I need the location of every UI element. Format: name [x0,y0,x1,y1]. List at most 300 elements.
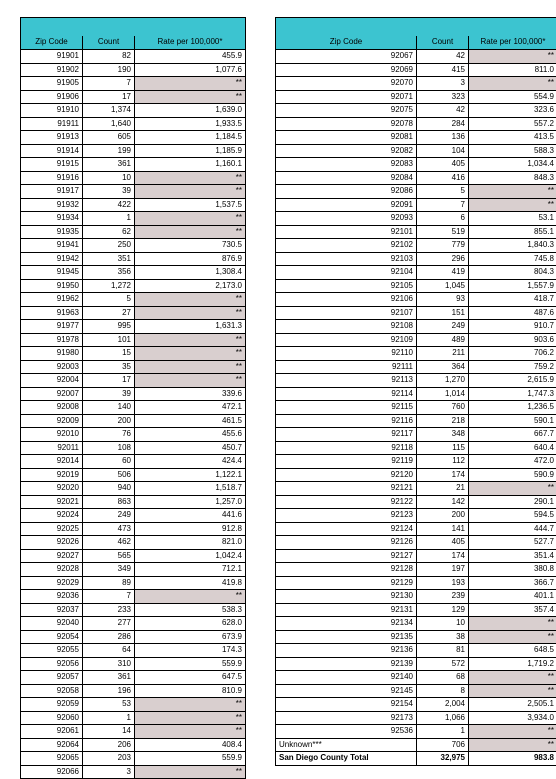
zip-code-cell: 92060 [21,711,83,725]
zip-code-cell: 92131 [276,603,417,617]
zip-code-cell: 92058 [21,684,83,698]
unknown-row [276,738,556,752]
count-cell: 7 [417,198,469,212]
table-row [276,279,556,293]
rate-cell: 441.6 [135,509,246,523]
count-cell: 519 [417,225,469,239]
table-row [276,414,556,428]
rate-cell: 730.5 [135,239,246,253]
zip-code-cell: 91914 [21,144,83,158]
count-cell: 32,975 [417,752,469,766]
zip-code-cell: 92105 [276,279,417,293]
count-cell: 1,640 [83,117,135,131]
rate-cell: 848.3 [469,171,556,185]
zip-code-cell: 92008 [21,401,83,415]
rate-cell: 380.8 [469,563,556,577]
rate-cell: 408.4 [135,738,246,752]
rate-header: Rate per 100,000* [135,36,246,50]
table-row [276,306,556,320]
zip-code-cell: 91932 [21,198,83,212]
count-cell: 416 [417,171,469,185]
count-cell: 7 [83,77,135,91]
zip-code-cell: 92111 [276,360,417,374]
rate-cell: ** [469,725,556,739]
rate-cell: 983.8 [469,752,556,766]
zip-code-cell: 92027 [21,549,83,563]
table-row [21,455,246,469]
rate-cell: 401.1 [469,590,556,604]
rate-cell: ** [469,198,556,212]
table-row [276,50,556,64]
zip-code-cell: 92011 [21,441,83,455]
rate-cell: 1,747.3 [469,387,556,401]
zip-code-cell: 92139 [276,657,417,671]
rate-cell: 1,518.7 [135,482,246,496]
rate-cell: 648.5 [469,644,556,658]
count-cell: 62 [83,225,135,239]
table-row [21,509,246,523]
rate-cell: 557.2 [469,117,556,131]
count-cell: 142 [417,495,469,509]
zip-code-cell: 91963 [21,306,83,320]
rate-cell: 912.8 [135,522,246,536]
rate-cell: ** [469,671,556,685]
zip-code-cell: 92069 [276,63,417,77]
zip-code-cell: 91906 [21,90,83,104]
table-row [276,455,556,469]
rate-cell: 487.6 [469,306,556,320]
header-spacer-row [276,18,556,37]
zip-code-cell: 92036 [21,590,83,604]
zip-code-cell: 92116 [276,414,417,428]
rate-cell: 910.7 [469,320,556,334]
table-row [276,374,556,388]
zip-code-cell: 91980 [21,347,83,361]
rate-cell: 759.2 [469,360,556,374]
zip-code-cell: 91935 [21,225,83,239]
table-row [276,630,556,644]
rate-cell: 444.7 [469,522,556,536]
rate-cell: ** [135,347,246,361]
rate-cell: 1,236.5 [469,401,556,415]
zip-code-cell: 92130 [276,590,417,604]
table-row [276,266,556,280]
count-cell: 60 [83,455,135,469]
zip-code-cell: 92065 [21,752,83,766]
count-cell: 422 [83,198,135,212]
zip-code-cell: 92007 [21,387,83,401]
table-row [276,333,556,347]
rate-cell: 1,160.1 [135,158,246,172]
count-cell: 200 [417,509,469,523]
count-cell: 277 [83,617,135,631]
left-zip-table [20,17,246,779]
zip-code-header: Zip Code [21,36,83,50]
rate-cell: 647.5 [135,671,246,685]
count-cell: 76 [83,428,135,442]
zip-code-cell: 91934 [21,212,83,226]
count-cell: 104 [417,144,469,158]
rate-cell: ** [135,185,246,199]
rate-cell: ** [135,90,246,104]
table-row [276,131,556,145]
count-cell: 2,004 [417,698,469,712]
count-cell: 706 [417,738,469,752]
zip-code-cell: 92128 [276,563,417,577]
table-row [276,239,556,253]
rate-cell: 413.5 [469,131,556,145]
table-row [276,617,556,631]
table-row [276,522,556,536]
table-row [21,590,246,604]
table-row [276,428,556,442]
table-row [21,279,246,293]
count-cell: 1 [83,711,135,725]
zip-code-cell: 92084 [276,171,417,185]
count-cell: 203 [83,752,135,766]
rate-cell: ** [135,77,246,91]
zip-code-cell: 92102 [276,239,417,253]
table-row [276,252,556,266]
table-row [21,576,246,590]
zip-code-cell: 92115 [276,401,417,415]
rate-cell: ** [135,171,246,185]
count-cell: 15 [83,347,135,361]
rate-cell: 53.1 [469,212,556,226]
zip-code-cell: 92119 [276,455,417,469]
zip-code-cell: 92110 [276,347,417,361]
table-row [21,644,246,658]
zip-code-cell: 92173 [276,711,417,725]
count-cell: 779 [417,239,469,253]
count-cell: 233 [83,603,135,617]
zip-code-cell: 92109 [276,333,417,347]
header-row [21,36,246,50]
zip-code-cell: 92126 [276,536,417,550]
rate-cell: ** [469,617,556,631]
table-row [21,468,246,482]
table-row [21,293,246,307]
count-cell: 174 [417,549,469,563]
rate-cell: 903.6 [469,333,556,347]
rate-cell: 366.7 [469,576,556,590]
rate-cell: 811.0 [469,63,556,77]
count-cell: 1,374 [83,104,135,118]
table-row [276,549,556,563]
header-row [276,36,556,50]
table-row [276,441,556,455]
label-cell: Unknown*** [276,738,417,752]
rate-cell: 1,537.5 [135,198,246,212]
count-cell: 361 [83,671,135,685]
count-cell: 42 [417,50,469,64]
table-row [21,320,246,334]
county-total-row [276,752,556,766]
table-row [21,104,246,118]
zip-code-cell: 92103 [276,252,417,266]
table-row [21,171,246,185]
left-table-body [21,50,246,779]
table-row [276,293,556,307]
rate-cell: 2,615.9 [469,374,556,388]
count-cell: 565 [83,549,135,563]
zip-code-cell: 92037 [21,603,83,617]
table-row [276,603,556,617]
table-row [21,117,246,131]
count-cell: 35 [83,360,135,374]
count-cell: 1 [83,212,135,226]
rate-cell: 1,719.2 [469,657,556,671]
rate-cell: 673.9 [135,630,246,644]
count-cell: 140 [83,401,135,415]
rate-cell: 590.1 [469,414,556,428]
rate-cell: 419.8 [135,576,246,590]
count-cell: 250 [83,239,135,253]
table-row [21,333,246,347]
rate-cell: 590.9 [469,468,556,482]
zip-code-cell: 92003 [21,360,83,374]
table-row [276,509,556,523]
count-cell: 572 [417,657,469,671]
count-cell: 218 [417,414,469,428]
zip-code-cell: 91945 [21,266,83,280]
count-cell: 27 [83,306,135,320]
rate-cell: 472.0 [469,455,556,469]
rate-cell: 2,173.0 [135,279,246,293]
table-row [276,563,556,577]
rate-cell: 1,557.9 [469,279,556,293]
zip-code-cell: 92118 [276,441,417,455]
table-row [21,711,246,725]
rate-cell: ** [135,293,246,307]
count-cell: 190 [83,63,135,77]
zip-code-cell: 91942 [21,252,83,266]
rate-cell: ** [469,50,556,64]
count-cell: 605 [83,131,135,145]
count-cell: 3 [417,77,469,91]
table-row [21,212,246,226]
table-row [276,482,556,496]
zip-code-cell: 92067 [276,50,417,64]
count-cell: 174 [417,468,469,482]
table-row [21,698,246,712]
table-row [276,144,556,158]
count-cell: 17 [83,374,135,388]
table-row [21,50,246,64]
rate-cell: 667.7 [469,428,556,442]
table-row [21,725,246,739]
table-row [21,252,246,266]
table-row [21,401,246,415]
table-row [21,657,246,671]
rate-cell: 461.5 [135,414,246,428]
rate-cell: 745.8 [469,252,556,266]
table-row [276,198,556,212]
zip-code-cell: 92145 [276,684,417,698]
zip-code-cell: 92040 [21,617,83,631]
rate-cell: ** [135,765,246,779]
count-cell: 473 [83,522,135,536]
rate-cell: 1,042.4 [135,549,246,563]
zip-code-cell: 92106 [276,293,417,307]
zip-code-cell: 92019 [21,468,83,482]
table-row [21,765,246,779]
table-row [21,77,246,91]
zip-code-cell: 92104 [276,266,417,280]
table-row [276,576,556,590]
rate-cell: 357.4 [469,603,556,617]
table-row [21,185,246,199]
table-row [21,144,246,158]
table-row [21,239,246,253]
count-cell: 17 [83,90,135,104]
zip-code-cell: 92014 [21,455,83,469]
zip-code-cell: 92136 [276,644,417,658]
count-cell: 1,270 [417,374,469,388]
rate-cell: ** [469,77,556,91]
zip-code-cell: 92061 [21,725,83,739]
count-cell: 415 [417,63,469,77]
header-spacer-row [21,18,246,37]
count-cell: 6 [417,212,469,226]
count-cell: 53 [83,698,135,712]
zip-code-cell: 92054 [21,630,83,644]
zip-code-cell: 92101 [276,225,417,239]
table-row [276,90,556,104]
count-cell: 364 [417,360,469,374]
rate-cell: 2,505.1 [469,698,556,712]
zip-code-cell: 92108 [276,320,417,334]
count-cell: 284 [417,117,469,131]
table-row [21,306,246,320]
count-cell: 356 [83,266,135,280]
zip-code-cell: 92117 [276,428,417,442]
table-row [276,320,556,334]
zip-code-cell: 92124 [276,522,417,536]
zip-code-cell: 92066 [21,765,83,779]
count-cell: 10 [83,171,135,185]
rate-cell: 559.9 [135,657,246,671]
zip-code-cell: 91977 [21,320,83,334]
right-table-body [276,50,556,766]
zip-code-cell: 92059 [21,698,83,712]
count-header: Count [417,36,469,50]
count-cell: 82 [83,50,135,64]
table-row [276,401,556,415]
table-row [276,590,556,604]
count-cell: 5 [83,293,135,307]
count-cell: 89 [83,576,135,590]
table-row [276,657,556,671]
count-cell: 1,045 [417,279,469,293]
rate-cell: 455.6 [135,428,246,442]
zip-code-cell: 92154 [276,698,417,712]
rate-cell: ** [469,482,556,496]
count-cell: 112 [417,455,469,469]
zip-code-cell: 92127 [276,549,417,563]
rate-cell: ** [135,360,246,374]
zip-code-cell: 91911 [21,117,83,131]
zip-code-cell: 92536 [276,725,417,739]
rate-cell: 706.2 [469,347,556,361]
table-row [21,131,246,145]
table-row [276,671,556,685]
table-row [21,225,246,239]
zip-code-cell: 91962 [21,293,83,307]
table-row [276,468,556,482]
rate-cell: 1,185.9 [135,144,246,158]
count-cell: 136 [417,131,469,145]
zip-code-cell: 92070 [276,77,417,91]
table-row [21,428,246,442]
rate-cell: 527.7 [469,536,556,550]
table-row [21,198,246,212]
count-cell: 1,014 [417,387,469,401]
rate-cell: 455.9 [135,50,246,64]
zip-code-cell: 91901 [21,50,83,64]
rate-cell: 588.3 [469,144,556,158]
rate-cell: 424.4 [135,455,246,469]
zip-code-cell: 92122 [276,495,417,509]
rate-cell: ** [135,212,246,226]
count-cell: 68 [417,671,469,685]
table-row [276,698,556,712]
count-cell: 39 [83,387,135,401]
rate-cell: ** [135,698,246,712]
zip-code-cell: 92057 [21,671,83,685]
rate-cell: ** [469,630,556,644]
rate-cell: 1,034.4 [469,158,556,172]
table-row [276,158,556,172]
table-row [276,360,556,374]
zip-code-cell: 91950 [21,279,83,293]
count-cell: 239 [417,590,469,604]
zip-code-cell: 92113 [276,374,417,388]
count-cell: 14 [83,725,135,739]
table-row [21,482,246,496]
zip-code-cell: 92028 [21,563,83,577]
zip-code-cell: 92140 [276,671,417,685]
count-cell: 760 [417,401,469,415]
table-row [276,77,556,91]
zip-code-cell: 91941 [21,239,83,253]
table-row [21,495,246,509]
rate-cell: 323.6 [469,104,556,118]
zip-code-cell: 91978 [21,333,83,347]
count-cell: 348 [417,428,469,442]
table-row [21,414,246,428]
table-row [21,441,246,455]
count-cell: 101 [83,333,135,347]
rate-cell: 1,639.0 [135,104,246,118]
count-cell: 81 [417,644,469,658]
table-row [276,387,556,401]
zip-code-cell: 91910 [21,104,83,118]
table-row [21,90,246,104]
zip-code-cell: 92083 [276,158,417,172]
count-cell: 199 [83,144,135,158]
zip-code-cell: 92020 [21,482,83,496]
table-row [21,63,246,77]
rate-cell: 821.0 [135,536,246,550]
rate-cell: ** [135,725,246,739]
count-cell: 506 [83,468,135,482]
table-row [276,711,556,725]
count-cell: 8 [417,684,469,698]
count-cell: 197 [417,563,469,577]
count-cell: 249 [83,509,135,523]
rate-cell: 351.4 [469,549,556,563]
